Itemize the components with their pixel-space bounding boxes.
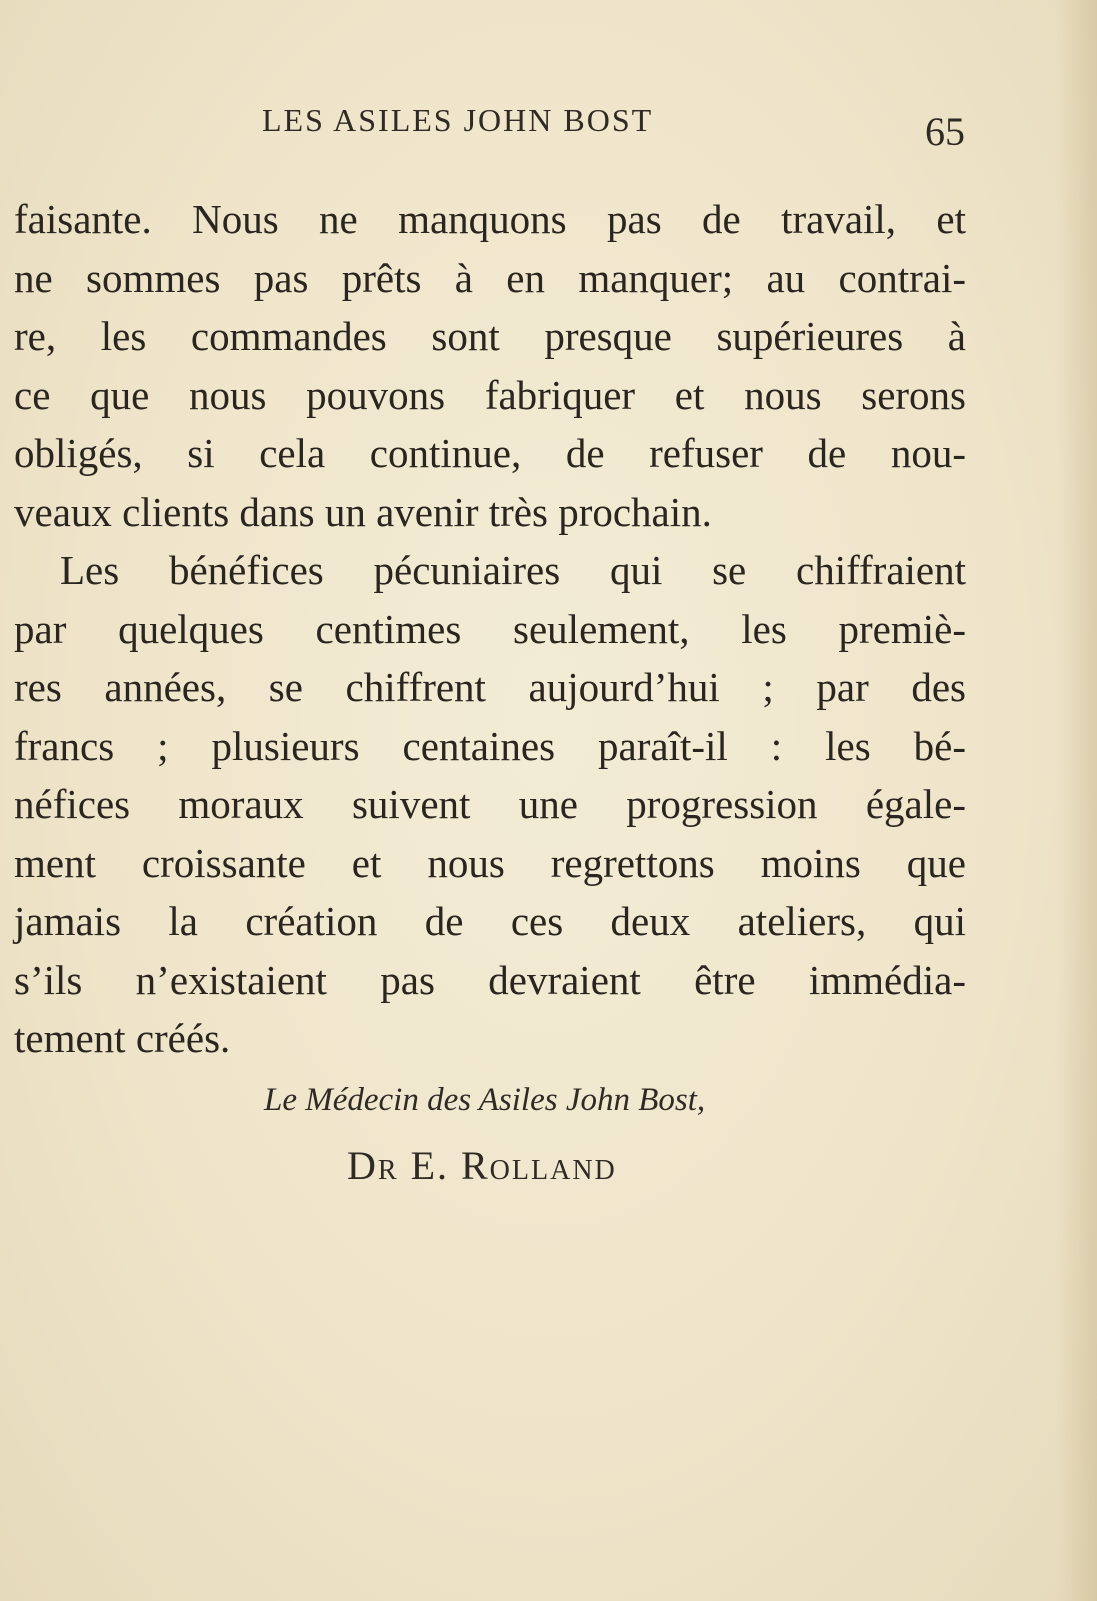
signature-title: Le Médecin des Asiles John Bost, — [264, 1082, 706, 1118]
text-line: francs ; plusieurs centaines paraît-il : les bé- — [14, 722, 966, 769]
text-line: ce que nous pouvons fabriquer et nous serons — [14, 371, 966, 418]
text-line: obligés, si cela continue, de refuser de nou- — [14, 430, 966, 476]
text-line: veaux clients dans un avenir très prochain. — [14, 488, 712, 535]
text-line: res années, se chiffrent aujourd’hui ; par des — [14, 664, 966, 710]
signature-name: Dr E. Rolland — [347, 1143, 617, 1188]
text-line: par quelques centimes seulement, les premiè- — [14, 605, 966, 652]
text-line: faisante. Nous ne manquons pas de travail, et — [14, 196, 966, 242]
text-line: ne sommes pas prêts à en manquer; au contrai- — [14, 254, 966, 301]
text-line: Les bénéfices pécuniaires qui se chiffraient — [60, 547, 966, 593]
text-line: s’ils n’existaient pas devraient être immédia- — [14, 956, 966, 1003]
text-line: néfices moraux suivent une progression égale- — [14, 781, 966, 827]
page-number: 65 — [925, 109, 965, 154]
text-line: ment croissante et nous regrettons moins que — [14, 839, 966, 886]
text-line: tement créés. — [14, 1015, 231, 1061]
text-line: re, les commandes sont presque supérieures à — [14, 313, 966, 359]
body-text — [14, 190, 966, 1068]
running-title: LES ASILES JOHN BOST — [262, 102, 654, 138]
page-edge-shadow — [1057, 0, 1097, 1601]
text-line: jamais la création de ces deux ateliers, qui — [14, 898, 966, 944]
